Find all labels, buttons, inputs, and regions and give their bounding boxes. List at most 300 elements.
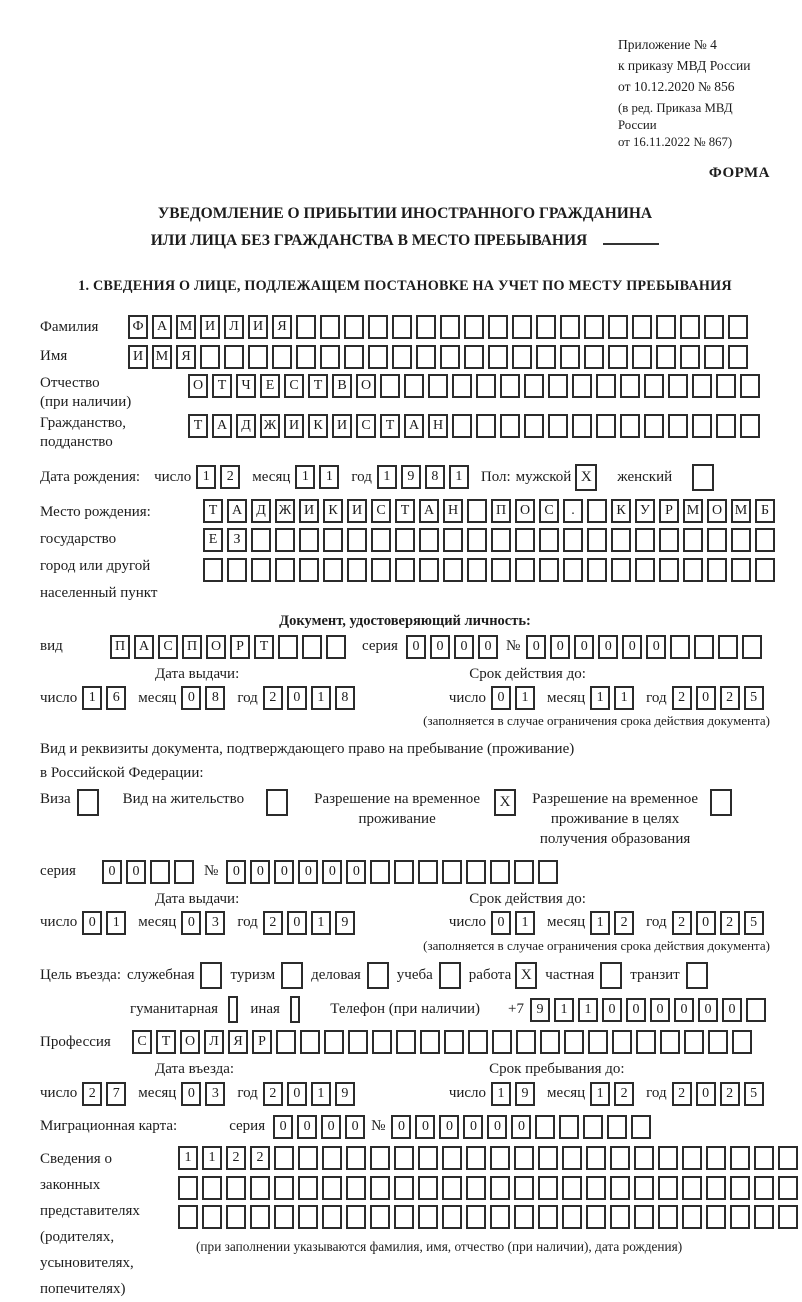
char-box[interactable] [224,345,244,369]
char-box[interactable] [443,558,463,582]
char-box[interactable] [524,414,544,438]
char-box[interactable]: 0 [181,686,201,710]
char-box[interactable]: 0 [650,998,670,1022]
char-box[interactable] [731,558,751,582]
char-box[interactable]: Е [203,528,223,552]
char-box[interactable] [730,1176,750,1200]
char-box[interactable] [464,345,484,369]
char-box[interactable] [452,414,472,438]
char-box[interactable]: 9 [515,1082,535,1106]
char-box[interactable]: 0 [439,1115,459,1139]
char-box[interactable]: 1 [590,1082,610,1106]
char-box[interactable] [444,1030,464,1054]
char-box[interactable] [682,1205,702,1229]
char-box[interactable] [440,315,460,339]
char-box[interactable] [512,315,532,339]
char-box[interactable] [610,1146,630,1170]
char-box[interactable]: 8 [335,686,355,710]
char-box[interactable] [611,528,631,552]
char-box[interactable] [704,315,724,339]
char-box[interactable] [348,1030,368,1054]
char-box[interactable] [380,374,400,398]
char-box[interactable] [706,1205,726,1229]
char-box[interactable] [684,1030,704,1054]
char-box[interactable]: 1 [515,686,535,710]
char-box[interactable]: И [332,414,352,438]
char-box[interactable]: 0 [406,635,426,659]
char-box[interactable]: А [227,499,247,523]
char-box[interactable] [659,558,679,582]
char-box[interactable] [346,1146,366,1170]
char-box[interactable]: 2 [220,465,240,489]
char-box[interactable] [586,1205,606,1229]
char-box[interactable] [250,1176,270,1200]
char-box[interactable] [490,1205,510,1229]
char-box[interactable]: 1 [377,465,397,489]
char-box[interactable] [631,1115,651,1139]
char-box[interactable] [370,1205,390,1229]
char-box[interactable]: Т [156,1030,176,1054]
char-box[interactable] [535,1115,555,1139]
char-box[interactable]: 8 [425,465,445,489]
char-box[interactable] [560,345,580,369]
char-box[interactable] [634,1176,654,1200]
char-box[interactable]: Р [659,499,679,523]
char-box[interactable] [610,1176,630,1200]
char-box[interactable]: 0 [674,998,694,1022]
char-box[interactable] [226,1176,246,1200]
char-box[interactable] [540,1030,560,1054]
char-box[interactable] [563,558,583,582]
char-box[interactable] [274,1176,294,1200]
char-box[interactable]: 5 [744,911,764,935]
purpose-humanitarian-checkbox[interactable] [228,996,238,1023]
char-box[interactable]: 2 [614,911,634,935]
char-box[interactable] [692,374,712,398]
char-box[interactable] [612,1030,632,1054]
char-box[interactable] [227,558,247,582]
char-box[interactable] [274,1205,294,1229]
char-box[interactable]: 9 [335,1082,355,1106]
char-box[interactable]: Д [251,499,271,523]
char-box[interactable]: О [180,1030,200,1054]
char-box[interactable]: Т [395,499,415,523]
char-box[interactable] [299,528,319,552]
char-box[interactable]: 5 [744,1082,764,1106]
char-box[interactable]: Ф [128,315,148,339]
char-box[interactable]: 9 [530,998,550,1022]
char-box[interactable]: 0 [345,1115,365,1139]
char-box[interactable]: О [515,499,535,523]
char-box[interactable]: 1 [590,911,610,935]
char-box[interactable] [274,1146,294,1170]
char-box[interactable] [740,374,760,398]
char-box[interactable]: 2 [672,911,692,935]
char-box[interactable] [514,860,534,884]
char-box[interactable] [466,1146,486,1170]
char-box[interactable] [514,1205,534,1229]
char-box[interactable] [668,414,688,438]
char-box[interactable] [683,528,703,552]
char-box[interactable] [320,315,340,339]
char-box[interactable] [634,1205,654,1229]
char-box[interactable] [276,1030,296,1054]
char-box[interactable]: 0 [287,911,307,935]
char-box[interactable]: 0 [722,998,742,1022]
char-box[interactable]: 1 [295,465,315,489]
char-box[interactable] [347,528,367,552]
char-box[interactable]: 1 [590,686,610,710]
char-box[interactable] [608,315,628,339]
purpose-transit-checkbox[interactable] [686,962,708,989]
char-box[interactable]: И [299,499,319,523]
char-box[interactable] [322,1146,342,1170]
char-box[interactable] [420,1030,440,1054]
char-box[interactable] [275,558,295,582]
char-box[interactable] [586,1146,606,1170]
char-box[interactable]: 1 [178,1146,198,1170]
char-box[interactable] [226,1205,246,1229]
char-box[interactable]: 1 [614,686,634,710]
char-box[interactable] [730,1205,750,1229]
residence-permit-checkbox[interactable] [266,789,288,816]
char-box[interactable] [346,1205,366,1229]
char-box[interactable]: 1 [311,1082,331,1106]
char-box[interactable]: А [152,315,172,339]
char-box[interactable] [586,1176,606,1200]
char-box[interactable]: 0 [526,635,546,659]
char-box[interactable] [658,1146,678,1170]
char-box[interactable] [536,315,556,339]
char-box[interactable]: Н [443,499,463,523]
char-box[interactable]: Ж [275,499,295,523]
char-box[interactable] [538,1205,558,1229]
char-box[interactable]: 0 [574,635,594,659]
char-box[interactable]: 0 [491,686,511,710]
char-box[interactable]: 0 [626,998,646,1022]
char-box[interactable] [731,528,751,552]
purpose-tourism-checkbox[interactable] [281,962,303,989]
char-box[interactable] [419,528,439,552]
char-box[interactable] [174,860,194,884]
char-box[interactable]: Н [428,414,448,438]
char-box[interactable]: К [308,414,328,438]
char-box[interactable]: К [323,499,343,523]
char-box[interactable]: 0 [415,1115,435,1139]
char-box[interactable] [370,860,390,884]
char-box[interactable]: У [635,499,655,523]
char-box[interactable] [548,414,568,438]
char-box[interactable]: 0 [696,911,716,935]
char-box[interactable] [488,315,508,339]
char-box[interactable]: Т [188,414,208,438]
char-box[interactable] [572,374,592,398]
char-box[interactable]: 0 [491,911,511,935]
char-box[interactable]: 0 [487,1115,507,1139]
char-box[interactable] [680,345,700,369]
char-box[interactable] [516,1030,536,1054]
char-box[interactable] [298,1176,318,1200]
char-box[interactable] [538,1146,558,1170]
char-box[interactable] [658,1205,678,1229]
char-box[interactable] [250,1205,270,1229]
char-box[interactable] [346,1176,366,1200]
char-box[interactable] [708,1030,728,1054]
char-box[interactable] [636,1030,656,1054]
char-box[interactable] [324,1030,344,1054]
char-box[interactable]: 1 [196,465,216,489]
char-box[interactable]: М [152,345,172,369]
char-box[interactable] [683,558,703,582]
char-box[interactable] [728,315,748,339]
char-box[interactable] [396,1030,416,1054]
char-box[interactable]: П [182,635,202,659]
char-box[interactable]: 2 [672,686,692,710]
purpose-work-checkbox[interactable]: X [515,962,537,989]
char-box[interactable] [370,1146,390,1170]
char-box[interactable] [732,1030,752,1054]
char-box[interactable] [296,315,316,339]
char-box[interactable] [466,1205,486,1229]
char-box[interactable] [563,528,583,552]
char-box[interactable]: 0 [298,860,318,884]
char-box[interactable] [467,558,487,582]
char-box[interactable]: 2 [263,1082,283,1106]
char-box[interactable] [323,528,343,552]
visa-checkbox[interactable] [77,789,99,816]
char-box[interactable] [588,1030,608,1054]
char-box[interactable] [572,414,592,438]
char-box[interactable]: 0 [646,635,666,659]
char-box[interactable] [320,345,340,369]
char-box[interactable]: 0 [287,1082,307,1106]
char-box[interactable] [583,1115,603,1139]
char-box[interactable]: 0 [346,860,366,884]
char-box[interactable]: 9 [335,911,355,935]
char-box[interactable]: Т [380,414,400,438]
char-box[interactable] [659,528,679,552]
char-box[interactable]: 0 [391,1115,411,1139]
char-box[interactable]: 0 [698,998,718,1022]
char-box[interactable]: Я [228,1030,248,1054]
char-box[interactable] [512,345,532,369]
char-box[interactable]: 3 [205,911,225,935]
char-box[interactable] [392,315,412,339]
char-box[interactable] [476,414,496,438]
char-box[interactable] [668,374,688,398]
char-box[interactable]: И [128,345,148,369]
char-box[interactable] [778,1146,798,1170]
char-box[interactable]: 0 [226,860,246,884]
char-box[interactable] [443,528,463,552]
char-box[interactable] [778,1176,798,1200]
char-box[interactable] [548,374,568,398]
char-box[interactable] [656,345,676,369]
char-box[interactable] [644,374,664,398]
char-box[interactable] [584,315,604,339]
char-box[interactable]: Т [203,499,223,523]
char-box[interactable]: 0 [454,635,474,659]
char-box[interactable] [491,558,511,582]
char-box[interactable] [323,558,343,582]
sex-female-checkbox[interactable] [692,464,714,491]
char-box[interactable]: З [227,528,247,552]
char-box[interactable] [564,1030,584,1054]
char-box[interactable] [716,374,736,398]
char-box[interactable] [298,1205,318,1229]
char-box[interactable] [418,1146,438,1170]
char-box[interactable]: 0 [250,860,270,884]
char-box[interactable] [203,558,223,582]
char-box[interactable]: 2 [250,1146,270,1170]
char-box[interactable]: 1 [491,1082,511,1106]
char-box[interactable]: О [206,635,226,659]
char-box[interactable]: Ж [260,414,280,438]
char-box[interactable]: В [332,374,352,398]
char-box[interactable] [587,558,607,582]
char-box[interactable] [200,345,220,369]
char-box[interactable]: О [356,374,376,398]
char-box[interactable] [620,374,640,398]
char-box[interactable]: 0 [550,635,570,659]
char-box[interactable]: М [731,499,751,523]
char-box[interactable] [632,315,652,339]
char-box[interactable]: Я [272,315,292,339]
char-box[interactable]: М [176,315,196,339]
char-box[interactable] [440,345,460,369]
char-box[interactable]: С [132,1030,152,1054]
char-box[interactable]: 0 [181,1082,201,1106]
char-box[interactable]: С [356,414,376,438]
char-box[interactable] [370,1176,390,1200]
char-box[interactable]: 1 [202,1146,222,1170]
char-box[interactable] [670,635,690,659]
char-box[interactable]: 1 [515,911,535,935]
char-box[interactable]: С [284,374,304,398]
char-box[interactable] [620,414,640,438]
char-box[interactable] [707,558,727,582]
char-box[interactable] [560,315,580,339]
char-box[interactable]: 0 [287,686,307,710]
char-box[interactable] [492,1030,512,1054]
char-box[interactable]: 2 [720,686,740,710]
char-box[interactable]: 2 [720,1082,740,1106]
char-box[interactable]: 1 [449,465,469,489]
char-box[interactable]: И [248,315,268,339]
char-box[interactable]: П [491,499,511,523]
char-box[interactable] [539,558,559,582]
char-box[interactable]: 0 [696,686,716,710]
char-box[interactable]: А [212,414,232,438]
char-box[interactable] [344,315,364,339]
char-box[interactable]: А [419,499,439,523]
char-box[interactable] [716,414,736,438]
char-box[interactable]: 0 [102,860,122,884]
char-box[interactable] [372,1030,392,1054]
char-box[interactable] [302,635,322,659]
char-box[interactable] [368,315,388,339]
char-box[interactable] [178,1205,198,1229]
purpose-official-checkbox[interactable] [200,962,222,989]
char-box[interactable] [466,1176,486,1200]
char-box[interactable]: С [539,499,559,523]
char-box[interactable] [416,315,436,339]
char-box[interactable] [635,558,655,582]
char-box[interactable]: 0 [297,1115,317,1139]
char-box[interactable]: О [707,499,727,523]
char-box[interactable] [404,374,424,398]
char-box[interactable]: 5 [744,686,764,710]
char-box[interactable] [755,528,775,552]
char-box[interactable] [610,1205,630,1229]
char-box[interactable]: 2 [263,911,283,935]
char-box[interactable]: 1 [106,911,126,935]
char-box[interactable] [394,1176,414,1200]
char-box[interactable] [202,1205,222,1229]
char-box[interactable] [755,558,775,582]
char-box[interactable]: 2 [263,686,283,710]
char-box[interactable] [538,860,558,884]
char-box[interactable]: 0 [602,998,622,1022]
char-box[interactable] [296,345,316,369]
char-box[interactable] [562,1176,582,1200]
char-box[interactable] [416,345,436,369]
char-box[interactable] [272,345,292,369]
char-box[interactable] [467,528,487,552]
char-box[interactable] [299,558,319,582]
char-box[interactable] [746,998,766,1022]
temp-residence-education-checkbox[interactable] [710,789,732,816]
char-box[interactable] [515,528,535,552]
char-box[interactable] [587,499,607,523]
char-box[interactable] [754,1146,774,1170]
char-box[interactable] [178,1176,198,1200]
char-box[interactable]: 0 [598,635,618,659]
purpose-private-checkbox[interactable] [600,962,622,989]
char-box[interactable] [464,315,484,339]
char-box[interactable] [694,635,714,659]
char-box[interactable] [395,558,415,582]
char-box[interactable] [347,558,367,582]
char-box[interactable] [704,345,724,369]
char-box[interactable]: 2 [82,1082,102,1106]
char-box[interactable] [706,1146,726,1170]
char-box[interactable]: М [683,499,703,523]
char-box[interactable] [536,345,556,369]
char-box[interactable] [596,414,616,438]
char-box[interactable]: Л [204,1030,224,1054]
char-box[interactable] [322,1176,342,1200]
char-box[interactable]: С [158,635,178,659]
char-box[interactable] [368,345,388,369]
char-box[interactable] [634,1146,654,1170]
char-box[interactable] [150,860,170,884]
char-box[interactable] [607,1115,627,1139]
char-box[interactable] [466,860,486,884]
char-box[interactable] [371,558,391,582]
char-box[interactable] [559,1115,579,1139]
char-box[interactable]: А [404,414,424,438]
char-box[interactable] [740,414,760,438]
char-box[interactable]: Р [252,1030,272,1054]
char-box[interactable]: 7 [106,1082,126,1106]
char-box[interactable]: 2 [226,1146,246,1170]
char-box[interactable] [587,528,607,552]
char-box[interactable] [514,1176,534,1200]
char-box[interactable] [584,345,604,369]
char-box[interactable] [491,528,511,552]
char-box[interactable]: 0 [622,635,642,659]
